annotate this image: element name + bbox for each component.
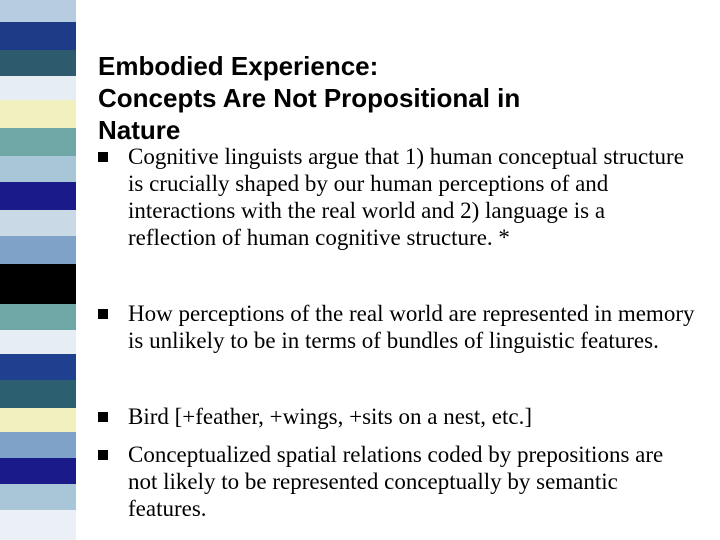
- stripe-block: [0, 432, 76, 458]
- square-bullet-icon: [98, 412, 108, 422]
- slide-title: [98, 50, 698, 146]
- bullet-text: How perceptions of the real world are represented in memory is unlikely to be in terms of bundles of linguistic features.: [128, 301, 695, 353]
- decorative-color-stripe: [0, 0, 76, 540]
- title-line-2: Concepts Are Not Propositional in: [98, 83, 521, 113]
- square-bullet-icon: [98, 450, 108, 460]
- stripe-block: [0, 330, 76, 354]
- stripe-block: [0, 304, 76, 330]
- stripe-block: [0, 156, 76, 182]
- stripe-block: [0, 458, 76, 484]
- square-bullet-icon: [98, 152, 108, 162]
- stripe-block: [0, 236, 76, 264]
- stripe-block: [0, 380, 76, 408]
- stripe-block: [0, 182, 76, 210]
- bullet-text: Conceptualized spatial relations coded by prepositions are not likely to be represented conceptually by semantic features.: [128, 442, 664, 521]
- stripe-block: [0, 264, 76, 304]
- bullet-text: Cognitive linguists argue that 1) human conceptual structure is crucially shaped by our human perceptions of and interactions with the real world and 2) language is a reflection of human cognitive structure. *: [128, 144, 684, 250]
- stripe-block: [0, 0, 76, 22]
- stripe-block: [0, 210, 76, 236]
- list-item: [98, 441, 698, 522]
- square-bullet-icon: [98, 309, 108, 319]
- bullet-text: Bird [+feather, +wings, +sits on a nest, etc.]: [128, 404, 532, 429]
- list-item: [98, 300, 698, 354]
- list-item: [98, 143, 698, 251]
- stripe-block: [0, 484, 76, 510]
- stripe-block: [0, 128, 76, 156]
- title-line-1: Embodied Experience:: [98, 51, 379, 81]
- stripe-block: [0, 100, 76, 128]
- stripe-block: [0, 408, 76, 432]
- stripe-block: [0, 354, 76, 380]
- stripe-block: [0, 510, 76, 540]
- stripe-block: [0, 76, 76, 100]
- stripe-block: [0, 22, 76, 50]
- stripe-block: [0, 50, 76, 76]
- title-line-3: Nature: [98, 115, 181, 145]
- list-item: [98, 403, 698, 430]
